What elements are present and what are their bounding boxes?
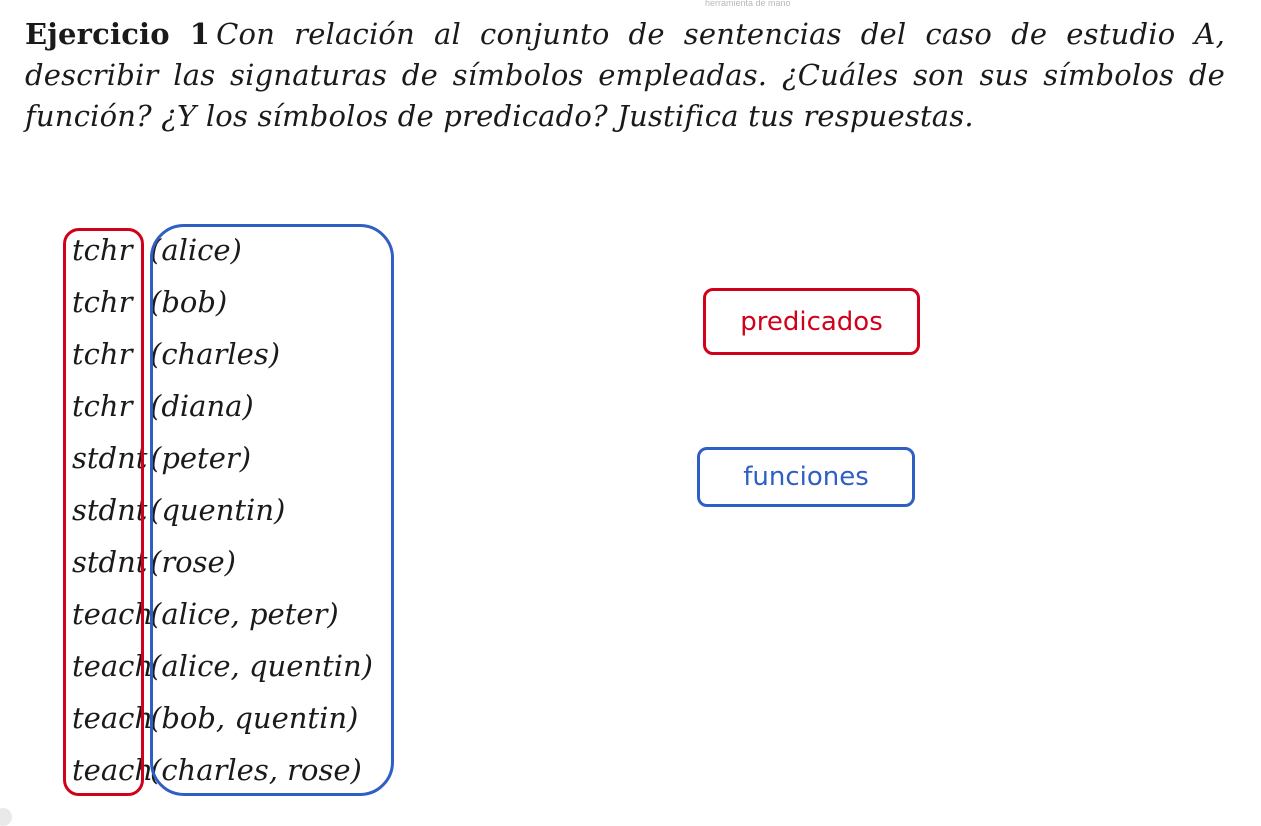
sentence-arguments: (bob, quentin) <box>150 701 359 735</box>
predicate-symbol: tchr <box>72 285 133 319</box>
predicate-symbol: teach <box>72 701 154 735</box>
predicate-symbol: teach <box>72 753 154 787</box>
sentence-arguments: (charles) <box>150 337 281 371</box>
corner-handle <box>0 808 12 826</box>
predicate-symbol: tchr <box>72 233 133 267</box>
sentence-arguments: (peter) <box>150 441 252 475</box>
predicate-symbol: tchr <box>72 337 133 371</box>
predicate-symbol: teach <box>72 597 154 631</box>
predicados-annotation[interactable]: predicados <box>703 288 920 355</box>
sentence-arguments: (quentin) <box>150 493 286 527</box>
tool-tooltip: herramienta de mano <box>705 0 791 8</box>
predicate-column-highlight[interactable] <box>63 228 144 796</box>
exercise-label: Ejercicio 1 <box>25 17 211 51</box>
sentence-arguments: (alice) <box>150 233 242 267</box>
sentence-arguments: (bob) <box>150 285 228 319</box>
sentence-arguments: (alice, peter) <box>150 597 339 631</box>
function-column-highlight[interactable] <box>150 224 394 796</box>
sentence-arguments: (alice, quentin) <box>150 649 373 683</box>
exercise-line-2: describir las signaturas de símbolos empleadas. ¿Cuáles son sus símbolos de <box>25 58 1225 92</box>
predicate-symbol: stdnt <box>72 545 148 579</box>
sentence-arguments: (charles, rose) <box>150 753 362 787</box>
predicate-symbol: stdnt <box>72 441 148 475</box>
exercise-statement <box>25 14 1225 137</box>
exercise-line-3: función? ¿Y los símbolos de predicado? Justifica tus respuestas. <box>25 99 974 133</box>
funciones-annotation[interactable]: funciones <box>697 447 915 507</box>
predicate-symbol: stdnt <box>72 493 148 527</box>
predicate-symbol: tchr <box>72 389 133 423</box>
sentence-arguments: (rose) <box>150 545 236 579</box>
exercise-line-1: Ejercicio 1 Con relación al conjunto de sentencias del caso de estudio A, <box>25 17 1225 51</box>
predicate-symbol: teach <box>72 649 154 683</box>
sentence-arguments: (diana) <box>150 389 254 423</box>
